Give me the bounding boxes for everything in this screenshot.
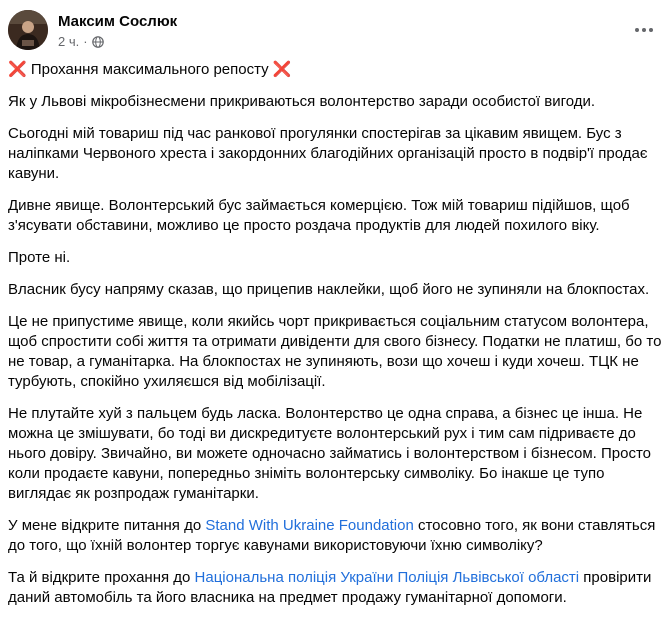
cross-mark-icon: ❌ bbox=[8, 61, 27, 78]
author-name[interactable]: Максим Сослюк bbox=[58, 13, 178, 30]
post-time[interactable]: 2 ч. bbox=[58, 34, 80, 49]
paragraph-1: Як у Львові мікробізнесмени прикриваються волонтерство заради особистої вигоди. bbox=[8, 93, 596, 110]
avatar-photo bbox=[8, 10, 48, 50]
headline-text: Прохання максимального репосту bbox=[26, 61, 273, 78]
more-options-button[interactable] bbox=[630, 16, 658, 44]
paragraph-7: Не плутайте хуй з пальцем будь ласка. Волонтерство це одна справа, а бізнес це інша. Не можна це змішувати, бо тоді ви дискредитуєте волонтерський рух і тим сам підриваєте до нього довіру. Звичайно, ви можете одночасно займатись і волонтерством і бізнесом. Просто коли продаєте кавуни, попередньо зніміть волонтерську символіку. Бо інакше це тупо виглядає як розпродаж гуманітарки. bbox=[8, 405, 651, 502]
paragraph-3: Дивне явище. Волонтерський бус займається комерцією. Тож мій товариш підійшов, щоб з'ясувати обставини, можливо це просто роздача продуктів для людей похилого віку. bbox=[8, 197, 630, 234]
page-mention-link[interactable]: Національна поліція України Поліція Львівської області bbox=[194, 569, 580, 586]
paragraph-4: Проте ні. bbox=[8, 249, 71, 266]
paragraph-5: Власник бусу напряму сказав, що прицепив наклейки, щоб його не зупиняли на блокпостах. bbox=[8, 281, 650, 298]
paragraph-8-start: У мене відкрите питання до bbox=[8, 517, 206, 534]
cross-mark-icon: ❌ bbox=[272, 61, 292, 78]
post-body bbox=[8, 60, 662, 620]
avatar[interactable] bbox=[8, 10, 48, 50]
meta-separator: · bbox=[83, 34, 88, 49]
page-mention-link[interactable]: Stand With Ukraine Foundation bbox=[205, 517, 414, 534]
paragraph-9-end: провірити даний автомобіль та його власника на предмет продажу гуманітарної допомоги. bbox=[8, 569, 652, 606]
post-header bbox=[8, 10, 662, 54]
more-horizontal-icon bbox=[634, 27, 654, 33]
paragraph-9-start: Та й відкрите прохання до bbox=[8, 569, 195, 586]
paragraph-6: Це не припустиме явище, коли якийсь чорт прикривається соціальним статусом волонтера, щоб спростити собі життя та отримати дивіденти для свого бізнесу. Податки не платиш, бо то не товар, а гуманітарка. На блокпостах не зупиняють, вози що хочеш і куди хочеш. ТЦК не турбують, спокійно ухиляєшся від мобілізації. bbox=[8, 313, 662, 390]
paragraph-8 bbox=[8, 516, 662, 556]
paragraph-2: Сьогодні мій товариш під час ранкової прогулянки спостерігав за цікавим явищем. Бус з наліпками Червоного хреста і закордонних благодійних організацій просто в подвір'ї продає кавуни. bbox=[8, 125, 648, 182]
globe-icon[interactable] bbox=[92, 36, 104, 48]
post-headline bbox=[8, 60, 662, 80]
post-meta bbox=[58, 34, 104, 49]
paragraph-8-end: стосовно того, як вони ставляться до того, що їхній волонтер торгує кавунами використовуючи їхню символіку? bbox=[8, 517, 656, 554]
paragraph-9 bbox=[8, 568, 662, 608]
